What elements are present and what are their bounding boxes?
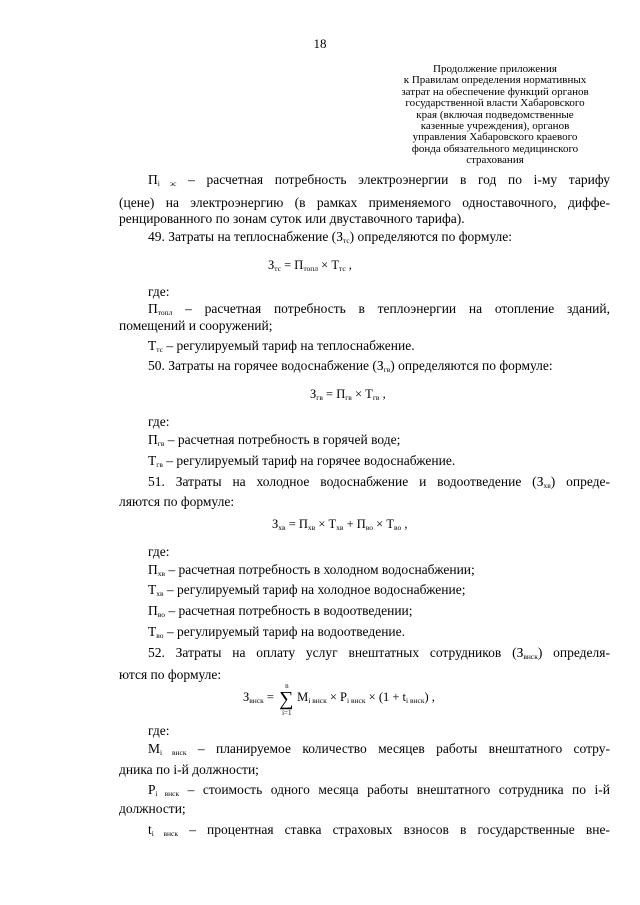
where-label: где: bbox=[148, 284, 170, 299]
definition-line: $П_{во}$ – расчетная потребность в водоотведении; bbox=[148, 603, 413, 619]
definition-line: $Т_{тс}$ – регулируемый тариф на теплоснабжение. bbox=[148, 338, 415, 354]
formula-50: $З_{гв} = П_{гв} \times Т_{гв}$ , bbox=[310, 387, 386, 402]
definition-line: $П_{гв}$ – расчетная потребность в горячей воде; bbox=[148, 432, 401, 448]
header-line: Продолжение приложения bbox=[433, 63, 557, 75]
formula-51: $З_{хв} = П_{хв} \times Т_{хв} + П_{во} \times Т_{во}$ , bbox=[272, 517, 408, 532]
header-line: края (включая подведомственные bbox=[416, 108, 574, 121]
definition-line: $Т_{хв}$ – регулируемый тариф на холодное водоснабжение; bbox=[148, 582, 466, 598]
formula-52: $З_{внск}$ = n ∑ i=1 $M_{i внск} \times P_{i внск} \times (1 + t_{i внск})$ , bbox=[243, 682, 435, 717]
appendix-header bbox=[380, 64, 610, 167]
paragraph-50: 50. Затраты на горячее водоснабжение $(З_{гв})$ определяются по формуле: bbox=[148, 358, 553, 374]
where-label: где: bbox=[148, 544, 170, 559]
page-number: 18 bbox=[313, 36, 327, 51]
header-line: затрат на обеспечение функций органов bbox=[401, 85, 589, 98]
header-line: государственной власти Хабаровского bbox=[405, 97, 585, 110]
text-line: (цене) на электроэнергию (в рамках применяемого одноставочного, диффе- bbox=[119, 195, 610, 210]
formula-49: $З_{тс} = П_{топл} \times Т_{тс}$ , bbox=[268, 258, 352, 273]
definition-line: $П_{i эс}$ – расчетная потребность электроэнергии в год по i-му тарифу bbox=[148, 172, 610, 188]
text-line: дника по i-й должности; bbox=[119, 762, 259, 777]
text-line: ренцированного по зонам суток или двуставочного тарифа). bbox=[119, 211, 465, 226]
text-line: ляются по формуле: bbox=[119, 494, 235, 509]
header-line: к Правилам определения нормативных bbox=[403, 74, 587, 87]
where-label: где: bbox=[148, 723, 170, 738]
paragraph-52: 52. Затраты на оплату услуг внештатных сотрудников $(З_{внск})$ определя- bbox=[148, 645, 610, 661]
definition-line: $t_{i внск}$ – процентная ставка страховых взносов в государственные вне- bbox=[148, 822, 610, 838]
summation-sign: n ∑ i=1 bbox=[279, 682, 294, 717]
definition-line: $Т_{во}$ – регулируемый тариф на водоотведение. bbox=[148, 624, 406, 640]
definition-line: $П_{хв}$ – расчетная потребность в холодном водоснабжении; bbox=[148, 562, 475, 578]
text-line: помещений и сооружений; bbox=[119, 318, 273, 333]
header-line: казенные учреждения), органов bbox=[420, 120, 570, 133]
paragraph-51: 51. Затраты на холодное водоснабжение и водоотведение $(З_{хв})$ опреде- bbox=[148, 474, 611, 490]
where-label: где: bbox=[148, 414, 170, 429]
header-line: фонда обязательного медицинского bbox=[411, 142, 579, 155]
header-line: управления Хабаровского краевого bbox=[412, 131, 578, 144]
definition-line: $Т_{гв}$ – регулируемый тариф на горячее водоснабжение. bbox=[148, 453, 456, 469]
text-line: ются по формуле: bbox=[119, 667, 222, 682]
definition-line: $П_{топл}$ – расчетная потребность в теплоэнергии на отопление зданий, bbox=[148, 301, 610, 317]
definition-line: $M_{i внск}$ – планируемое количество месяцев работы внештатного сотру- bbox=[148, 741, 610, 757]
header-line: страхования bbox=[466, 154, 524, 167]
paragraph-49: 49. Затраты на теплоснабжение $(З_{тс})$ определяются по формуле: bbox=[148, 229, 512, 245]
text-line: должности; bbox=[119, 801, 186, 816]
definition-line: $P_{i внск}$ – стоимость одного месяца работы внештатного сотрудника по i-й bbox=[148, 782, 610, 798]
